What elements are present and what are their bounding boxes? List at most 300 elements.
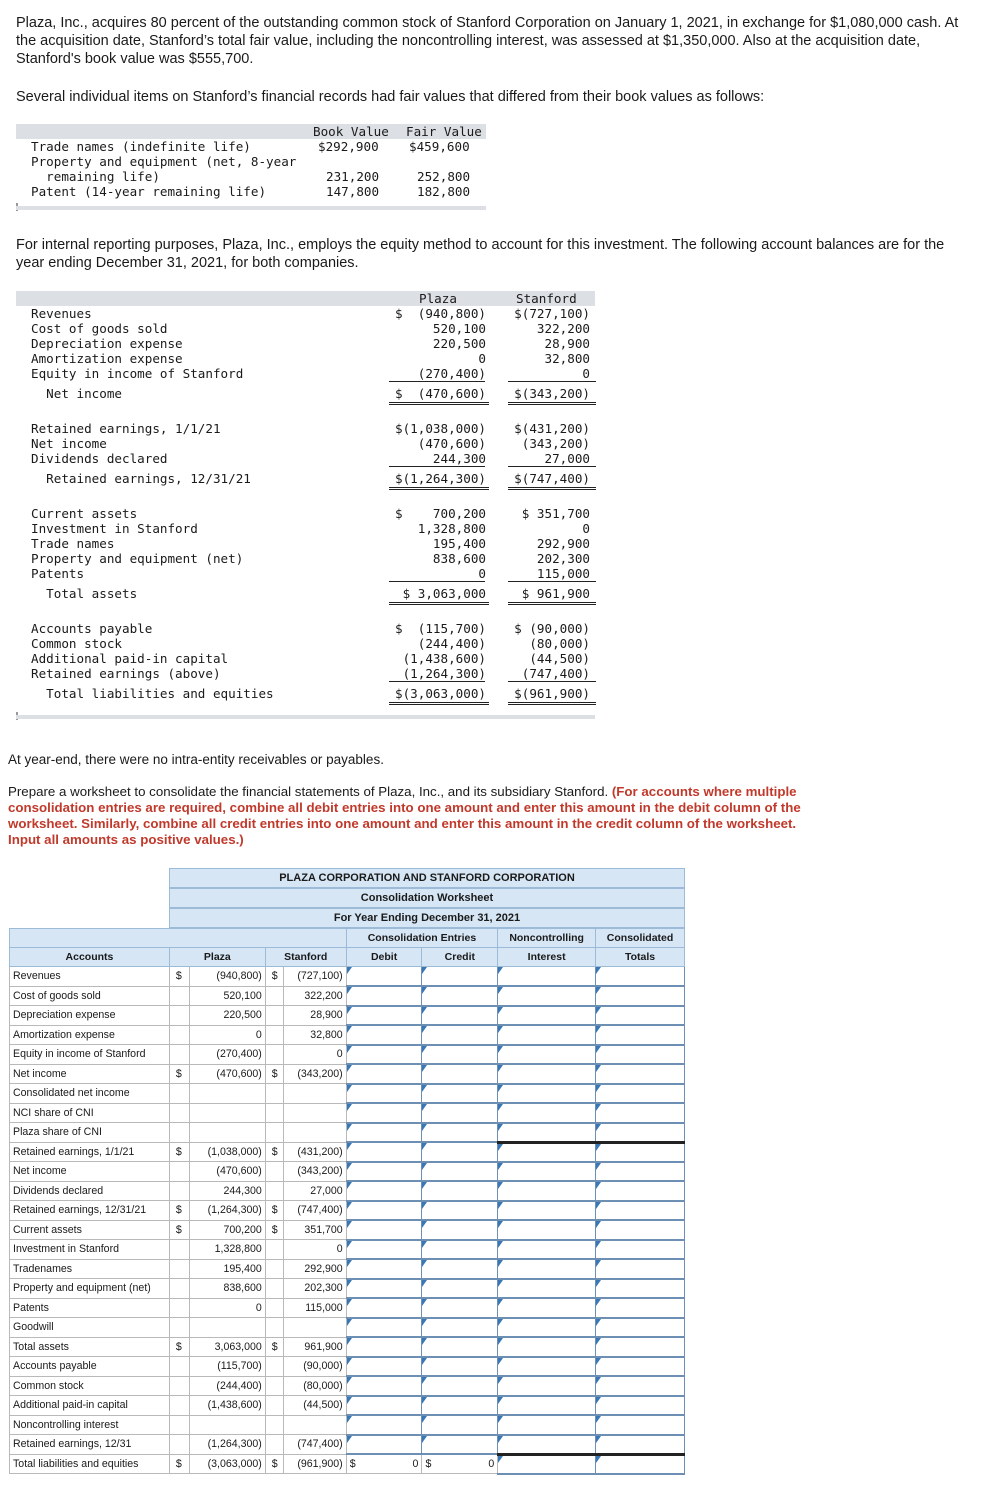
- bal-row-label: Patents: [31, 566, 85, 581]
- input-nci[interactable]: [498, 1181, 596, 1201]
- instructions: [8, 784, 808, 848]
- bal-row-stanford: 32,800: [544, 351, 590, 366]
- row-stanford-dollar: [265, 1025, 283, 1045]
- input-consolidated[interactable]: [596, 986, 685, 1006]
- bal-row-label: Total liabilities and equities: [31, 686, 274, 701]
- input-debit[interactable]: [346, 1084, 422, 1104]
- input-debit[interactable]: [346, 1259, 422, 1279]
- bal-row-plaza: 220,500: [432, 336, 486, 351]
- header-stanford: Stanford: [265, 948, 346, 967]
- bal-row-label: Trade names: [31, 536, 115, 551]
- input-credit[interactable]: [422, 1220, 498, 1240]
- input-consolidated[interactable]: [596, 1025, 685, 1045]
- input-debit[interactable]: [346, 1103, 422, 1123]
- row-account-label: Property and equipment (net): [10, 1279, 170, 1299]
- row-stanford-amount: 202,300: [283, 1279, 346, 1299]
- input-credit[interactable]: [422, 1084, 498, 1104]
- row-stanford-amount: (343,200): [283, 1064, 346, 1084]
- row-stanford-dollar: $: [265, 1201, 283, 1221]
- fv-row-fair: $459,600: [409, 139, 470, 154]
- row-account-label: Investment in Stanford: [10, 1240, 170, 1260]
- bal-row-stanford: $(961,900): [514, 686, 590, 701]
- input-nci[interactable]: [498, 1006, 596, 1026]
- row-plaza-dollar: [169, 1240, 189, 1260]
- total-debit-dollar: $: [349, 1458, 356, 1470]
- worksheet-row: [10, 1142, 685, 1162]
- row-plaza-amount: (1,438,600): [189, 1396, 265, 1416]
- header-accounts: Accounts: [10, 948, 170, 967]
- input-consolidated[interactable]: [596, 1279, 685, 1299]
- row-account-label: Dividends declared: [10, 1181, 170, 1201]
- row-stanford-amount: (431,200): [283, 1142, 346, 1162]
- worksheet-row: [10, 1006, 685, 1026]
- double-underline: [508, 489, 596, 490]
- fv-row-label: Patent (14-year remaining life): [31, 184, 267, 199]
- worksheet-row: [10, 1201, 685, 1221]
- bal-row-stanford: $(727,100): [514, 306, 590, 321]
- row-plaza-amount: 838,600: [189, 1279, 265, 1299]
- input-consolidated[interactable]: [596, 1162, 685, 1182]
- bal-row-plaza: $ 700,200: [395, 506, 486, 521]
- input-nci[interactable]: [498, 1240, 596, 1260]
- bal-row-plaza: $(1,264,300): [395, 471, 486, 486]
- input-credit[interactable]: [422, 1064, 498, 1084]
- bal-row-label: Investment in Stanford: [31, 521, 198, 536]
- input-consolidated[interactable]: [596, 1357, 685, 1377]
- double-underline: [389, 702, 489, 703]
- header-interest: Interest: [498, 948, 596, 967]
- row-stanford-dollar: [265, 1123, 283, 1143]
- bal-row-label: Retained earnings, 12/31/21: [31, 471, 251, 486]
- input-consolidated[interactable]: [596, 1064, 685, 1084]
- input-debit[interactable]: [346, 986, 422, 1006]
- fv-row-book: 147,800: [326, 184, 380, 199]
- input-nci[interactable]: [498, 1142, 596, 1162]
- row-plaza-dollar: [169, 1006, 189, 1026]
- input-consolidated[interactable]: [596, 1435, 685, 1455]
- row-stanford-amount: 0: [283, 1240, 346, 1260]
- input-debit[interactable]: [346, 1240, 422, 1260]
- input-consolidated[interactable]: [596, 1259, 685, 1279]
- bal-row-stanford: (44,500): [529, 651, 590, 666]
- row-stanford-dollar: [265, 1435, 283, 1455]
- row-stanford-dollar: [265, 1006, 283, 1026]
- row-plaza-amount: 0: [189, 1025, 265, 1045]
- no-intra-entity-note: At year-end, there were no intra-entity receivables or payables.: [8, 752, 384, 767]
- input-consolidated[interactable]: [596, 1220, 685, 1240]
- input-nci[interactable]: [498, 1376, 596, 1396]
- row-account-label: Net income: [10, 1162, 170, 1182]
- row-plaza-amount: (1,038,000): [189, 1142, 265, 1162]
- worksheet-row: [10, 1084, 685, 1104]
- row-stanford-dollar: [265, 1396, 283, 1416]
- row-account-label: Retained earnings, 1/1/21: [10, 1142, 170, 1162]
- input-consolidated[interactable]: [596, 1415, 685, 1435]
- input-nci[interactable]: [498, 1337, 596, 1357]
- row-stanford-amount: (961,900): [283, 1454, 346, 1474]
- row-stanford-dollar: $: [265, 1454, 283, 1474]
- input-consolidated[interactable]: [596, 1084, 685, 1104]
- row-plaza-dollar: [169, 1376, 189, 1396]
- input-consolidated[interactable]: [596, 1454, 685, 1474]
- input-credit[interactable]: [422, 1123, 498, 1143]
- input-nci[interactable]: [498, 1259, 596, 1279]
- bal-row-stanford: 115,000: [536, 566, 590, 581]
- row-account-label: Total assets: [10, 1337, 170, 1357]
- input-credit[interactable]: [422, 1415, 498, 1435]
- input-credit[interactable]: [422, 1181, 498, 1201]
- bal-row-label: Property and equipment (net): [31, 551, 244, 566]
- worksheet-row: [10, 967, 685, 987]
- bal-row-stanford: $(747,400): [514, 471, 590, 486]
- input-credit[interactable]: [422, 986, 498, 1006]
- row-plaza-amount: [189, 1318, 265, 1338]
- input-nci[interactable]: [498, 1045, 596, 1065]
- double-underline: [508, 487, 596, 488]
- row-stanford-dollar: [265, 1279, 283, 1299]
- row-account-label: Accounts payable: [10, 1357, 170, 1377]
- row-plaza-dollar: [169, 1415, 189, 1435]
- input-credit[interactable]: [422, 1337, 498, 1357]
- input-debit[interactable]: [346, 1396, 422, 1416]
- row-stanford-dollar: [265, 1240, 283, 1260]
- bal-row-label: Depreciation expense: [31, 336, 183, 351]
- header-debit: Debit: [346, 948, 422, 967]
- row-plaza-dollar: [169, 1298, 189, 1318]
- input-debit[interactable]: [346, 1025, 422, 1045]
- bal-row-label: Amortization expense: [31, 351, 183, 366]
- bal-row-plaza: $ (940,800): [395, 306, 486, 321]
- row-account-label: Revenues: [10, 967, 170, 987]
- input-debit[interactable]: [346, 1142, 422, 1162]
- input-credit[interactable]: [422, 1142, 498, 1162]
- row-plaza-dollar: [169, 1045, 189, 1065]
- input-debit[interactable]: [346, 1318, 422, 1338]
- input-credit[interactable]: [422, 1103, 498, 1123]
- input-consolidated[interactable]: [596, 1181, 685, 1201]
- row-plaza-dollar: [169, 1279, 189, 1299]
- row-plaza-dollar: $: [169, 1454, 189, 1474]
- row-plaza-amount: (270,400): [189, 1045, 265, 1065]
- row-plaza-amount: (1,264,300): [189, 1201, 265, 1221]
- row-account-label: Consolidated net income: [10, 1084, 170, 1104]
- input-nci[interactable]: [498, 1103, 596, 1123]
- total-debit-cell: [346, 1454, 422, 1474]
- bal-row-stanford: 27,000: [544, 451, 590, 466]
- input-consolidated[interactable]: [596, 1376, 685, 1396]
- input-consolidated[interactable]: [596, 1103, 685, 1123]
- row-plaza-dollar: $: [169, 1220, 189, 1240]
- underline: [389, 381, 485, 382]
- worksheet-title: PLAZA CORPORATION AND STANFORD CORPORATION: [169, 868, 685, 888]
- bal-header-plaza: Plaza: [419, 291, 457, 306]
- row-plaza-dollar: [169, 1084, 189, 1104]
- input-credit[interactable]: [422, 1357, 498, 1377]
- row-plaza-amount: 3,063,000: [189, 1337, 265, 1357]
- bal-row-label: Net income: [31, 386, 122, 401]
- input-consolidated[interactable]: [596, 1318, 685, 1338]
- input-debit[interactable]: [346, 1181, 422, 1201]
- bal-bottom-bar: [16, 715, 595, 719]
- worksheet-row: [10, 1064, 685, 1084]
- row-account-label: Amortization expense: [10, 1025, 170, 1045]
- double-underline: [389, 404, 489, 405]
- row-plaza-dollar: [169, 1025, 189, 1045]
- row-plaza-dollar: [169, 1318, 189, 1338]
- row-stanford-amount: 32,800: [283, 1025, 346, 1045]
- fv-row-label: Trade names (indefinite life): [31, 139, 251, 154]
- bal-row-label: Net income: [31, 436, 107, 451]
- input-debit[interactable]: [346, 1220, 422, 1240]
- fv-header-book: Book Value: [313, 124, 389, 139]
- bal-header-stanford: Stanford: [516, 291, 577, 306]
- bal-row-label: Retained earnings (above): [31, 666, 221, 681]
- input-nci[interactable]: [498, 1162, 596, 1182]
- input-consolidated[interactable]: [596, 1298, 685, 1318]
- underline: [389, 581, 485, 582]
- input-debit[interactable]: [346, 1337, 422, 1357]
- input-credit[interactable]: [422, 1045, 498, 1065]
- input-debit[interactable]: [346, 1298, 422, 1318]
- worksheet-row: [10, 1454, 685, 1474]
- input-debit[interactable]: [346, 1045, 422, 1065]
- input-nci[interactable]: [498, 1415, 596, 1435]
- input-nci[interactable]: [498, 1318, 596, 1338]
- row-account-label: Cost of goods sold: [10, 986, 170, 1006]
- input-nci[interactable]: [498, 1396, 596, 1416]
- bal-row-plaza: 0: [478, 351, 486, 366]
- input-credit[interactable]: [422, 1259, 498, 1279]
- input-consolidated[interactable]: [596, 1123, 685, 1143]
- bal-row-label: Accounts payable: [31, 621, 153, 636]
- input-consolidated[interactable]: [596, 1240, 685, 1260]
- row-account-label: Net income: [10, 1064, 170, 1084]
- row-stanford-dollar: [265, 986, 283, 1006]
- row-plaza-amount: 700,200: [189, 1220, 265, 1240]
- row-stanford-amount: [283, 1123, 346, 1143]
- input-credit[interactable]: [422, 1318, 498, 1338]
- input-credit[interactable]: [422, 1240, 498, 1260]
- input-consolidated[interactable]: [596, 1396, 685, 1416]
- row-stanford-dollar: [265, 1298, 283, 1318]
- row-stanford-amount: (80,000): [283, 1376, 346, 1396]
- row-plaza-amount: (3,063,000): [189, 1454, 265, 1474]
- input-debit[interactable]: [346, 1006, 422, 1026]
- input-consolidated[interactable]: [596, 1201, 685, 1221]
- underline: [389, 466, 485, 467]
- row-plaza-dollar: [169, 1162, 189, 1182]
- input-nci[interactable]: [498, 1435, 596, 1455]
- underline: [508, 681, 596, 682]
- worksheet-row: [10, 1337, 685, 1357]
- row-plaza-amount: [189, 1084, 265, 1104]
- bal-row-plaza: 0: [478, 566, 486, 581]
- bal-row-label: Current assets: [31, 506, 138, 521]
- input-credit[interactable]: [422, 967, 498, 987]
- row-plaza-dollar: [169, 1259, 189, 1279]
- row-stanford-amount: [283, 1084, 346, 1104]
- worksheet-table: [9, 928, 685, 1475]
- fv-bottom-bar: [16, 206, 486, 210]
- input-debit[interactable]: [346, 1357, 422, 1377]
- row-plaza-amount: [189, 1123, 265, 1143]
- header-plaza: Plaza: [169, 948, 265, 967]
- input-nci[interactable]: [498, 1084, 596, 1104]
- input-consolidated[interactable]: [596, 1337, 685, 1357]
- fv-row-label: remaining life): [31, 169, 160, 184]
- bal-row-stanford: (80,000): [529, 636, 590, 651]
- input-credit[interactable]: [422, 1162, 498, 1182]
- row-stanford-amount: 961,900: [283, 1337, 346, 1357]
- worksheet-row: [10, 1396, 685, 1416]
- input-credit[interactable]: [422, 1006, 498, 1026]
- input-debit[interactable]: [346, 1376, 422, 1396]
- bal-row-label: Cost of goods sold: [31, 321, 168, 336]
- bal-row-stanford: (747,400): [521, 666, 590, 681]
- double-underline: [508, 704, 596, 705]
- input-debit[interactable]: [346, 1415, 422, 1435]
- worksheet-row: [10, 1415, 685, 1435]
- row-stanford-amount: (343,200): [283, 1162, 346, 1182]
- row-plaza-amount: (244,400): [189, 1376, 265, 1396]
- bal-row-plaza: 195,400: [432, 536, 486, 551]
- double-underline: [508, 602, 596, 603]
- input-debit[interactable]: [346, 1201, 422, 1221]
- worksheet-row: [10, 1376, 685, 1396]
- worksheet-row: [10, 1279, 685, 1299]
- row-plaza-dollar: [169, 1123, 189, 1143]
- bal-row-label: Dividends declared: [31, 451, 168, 466]
- input-nci[interactable]: [498, 1064, 596, 1084]
- header-noncontrolling: Noncontrolling: [498, 929, 596, 948]
- input-credit[interactable]: [422, 1201, 498, 1221]
- input-nci[interactable]: [498, 986, 596, 1006]
- input-nci[interactable]: [498, 1454, 596, 1474]
- input-credit[interactable]: [422, 1435, 498, 1455]
- input-nci[interactable]: [498, 1298, 596, 1318]
- row-stanford-dollar: [265, 1162, 283, 1182]
- worksheet-row: [10, 1025, 685, 1045]
- bal-row-plaza: 244,300: [432, 451, 486, 466]
- worksheet-row: [10, 1318, 685, 1338]
- row-account-label: Equity in income of Stanford: [10, 1045, 170, 1065]
- input-debit[interactable]: [346, 1279, 422, 1299]
- bal-row-label: Additional paid-in capital: [31, 651, 229, 666]
- row-plaza-dollar: $: [169, 1337, 189, 1357]
- row-plaza-dollar: $: [169, 1201, 189, 1221]
- row-account-label: Common stock: [10, 1376, 170, 1396]
- bal-row-plaza: (1,438,600): [402, 651, 486, 666]
- input-credit[interactable]: [422, 1025, 498, 1045]
- row-stanford-dollar: $: [265, 1064, 283, 1084]
- equity-method-intro: For internal reporting purposes, Plaza, Inc., employs the equity method to account for this investment. The following account balances are for the year ending December 31, 2021, for both companies.: [16, 237, 945, 271]
- worksheet-row: [10, 1220, 685, 1240]
- input-consolidated[interactable]: [596, 1006, 685, 1026]
- row-stanford-dollar: [265, 1415, 283, 1435]
- input-consolidated[interactable]: [596, 967, 685, 987]
- bal-row-stanford: (343,200): [521, 436, 590, 451]
- bal-row-stanford: 0: [582, 521, 590, 536]
- worksheet-row: [10, 1240, 685, 1260]
- worksheet-row: [10, 1298, 685, 1318]
- row-plaza-amount: 1,328,800: [189, 1240, 265, 1260]
- row-plaza-dollar: [169, 1357, 189, 1377]
- input-debit[interactable]: [346, 1123, 422, 1143]
- double-underline: [389, 704, 489, 705]
- problem-intro: Plaza, Inc., acquires 80 percent of the outstanding common stock of Stanford Corporation on January 1, 2021, in exchange for $1,080,000 cash. At the acquisition date, Stanford’s total fair value, including the noncontrolling interest, was assessed at $1,350,000. Also at the acquisition date, Stanford's book value was $555,700.: [16, 15, 959, 67]
- input-debit[interactable]: [346, 1064, 422, 1084]
- row-stanford-dollar: [265, 1376, 283, 1396]
- row-plaza-dollar: $: [169, 967, 189, 987]
- row-stanford-dollar: $: [265, 1220, 283, 1240]
- double-underline: [389, 487, 489, 488]
- bal-row-plaza: $(1,038,000): [395, 421, 486, 436]
- input-consolidated[interactable]: [596, 1142, 685, 1162]
- input-debit[interactable]: [346, 1435, 422, 1455]
- row-plaza-dollar: [169, 1396, 189, 1416]
- bal-row-plaza: (1,264,300): [402, 666, 486, 681]
- double-underline: [389, 604, 489, 605]
- row-stanford-amount: (747,400): [283, 1201, 346, 1221]
- input-nci[interactable]: [498, 1357, 596, 1377]
- bal-row-stanford: $ (90,000): [514, 621, 590, 636]
- input-debit[interactable]: [346, 1162, 422, 1182]
- row-account-label: Retained earnings, 12/31: [10, 1435, 170, 1455]
- row-stanford-dollar: [265, 1318, 283, 1338]
- fv-row-book: $292,900: [318, 139, 379, 154]
- fv-row-label: Property and equipment (net, 8-year: [31, 154, 297, 169]
- header-totals: Totals: [596, 948, 685, 967]
- underline: [389, 681, 485, 682]
- bal-row-plaza: (470,600): [417, 436, 486, 451]
- input-nci[interactable]: [498, 1220, 596, 1240]
- input-nci[interactable]: [498, 1201, 596, 1221]
- row-plaza-amount: 195,400: [189, 1259, 265, 1279]
- row-stanford-amount: (44,500): [283, 1396, 346, 1416]
- input-debit[interactable]: [346, 967, 422, 987]
- bal-row-label: Common stock: [31, 636, 122, 651]
- bal-row-stanford: $ 351,700: [521, 506, 590, 521]
- row-stanford-amount: 115,000: [283, 1298, 346, 1318]
- row-stanford-amount: 292,900: [283, 1259, 346, 1279]
- input-nci[interactable]: [498, 967, 596, 987]
- input-credit[interactable]: [422, 1396, 498, 1416]
- fv-row-book: 231,200: [326, 169, 380, 184]
- row-stanford-dollar: $: [265, 1142, 283, 1162]
- row-plaza-dollar: [169, 1103, 189, 1123]
- row-account-label: Patents: [10, 1298, 170, 1318]
- double-underline: [389, 402, 489, 403]
- input-credit[interactable]: [422, 1376, 498, 1396]
- input-nci[interactable]: [498, 1025, 596, 1045]
- bal-row-label: Retained earnings, 1/1/21: [31, 421, 221, 436]
- row-account-label: NCI share of CNI: [10, 1103, 170, 1123]
- total-credit-dollar: $: [425, 1458, 432, 1470]
- double-underline: [508, 402, 596, 403]
- input-nci[interactable]: [498, 1279, 596, 1299]
- input-consolidated[interactable]: [596, 1045, 685, 1065]
- bal-row-stanford: 292,900: [536, 536, 590, 551]
- input-nci[interactable]: [498, 1123, 596, 1143]
- bal-row-plaza: $ (470,600): [395, 386, 486, 401]
- double-underline: [508, 702, 596, 703]
- input-credit[interactable]: [422, 1298, 498, 1318]
- row-account-label: Current assets: [10, 1220, 170, 1240]
- worksheet-row: [10, 1435, 685, 1455]
- header-consolidated: Consolidated: [596, 929, 685, 948]
- input-credit[interactable]: [422, 1279, 498, 1299]
- header-consolidation-entries: Consolidation Entries: [346, 929, 498, 948]
